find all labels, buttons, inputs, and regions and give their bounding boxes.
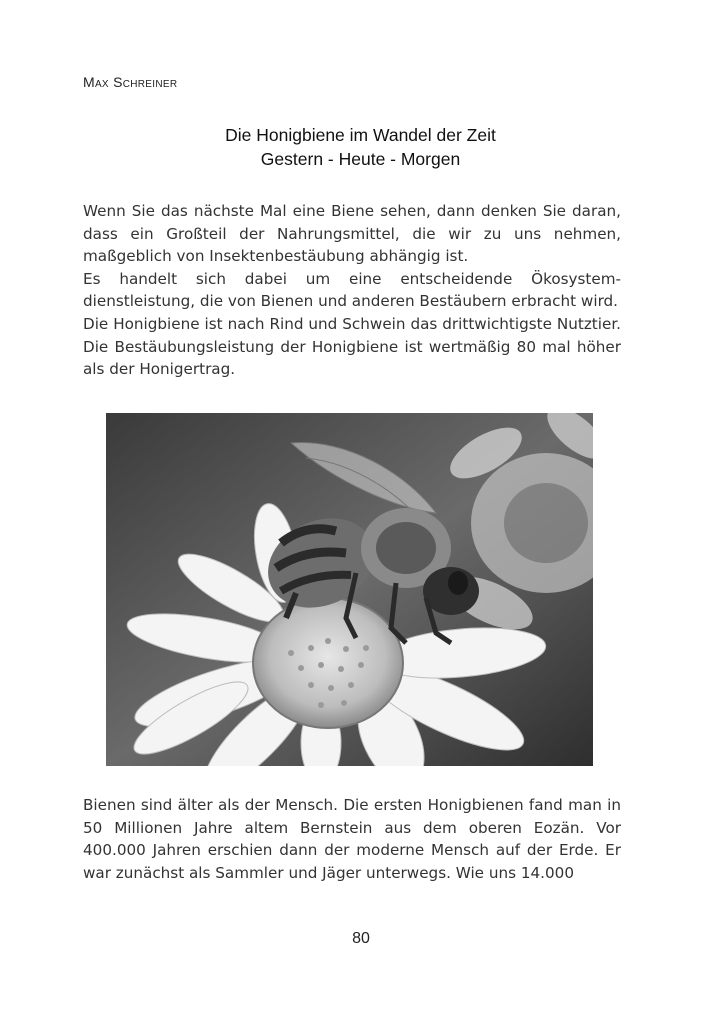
chapter-title-subtitle: Gestern - Heute - Morgen	[260, 149, 461, 169]
page-number: 80	[352, 930, 370, 947]
intro-sentence-1: Wenn Sie das nächste Mal eine Biene sehen, dann denken Sie daran, dass ein Großteil der Nahrungsmittel, die wir zu uns nehmen, maßgeblich von Insektenbestäubung abhängig ist.	[83, 202, 621, 266]
chapter-title-main: Die Honigbiene im Wandel der Zeit	[225, 125, 496, 145]
chapter-title	[83, 123, 638, 171]
intro-paragraph	[83, 200, 621, 381]
running-header-author: Max Schreiner	[83, 74, 178, 90]
intro-sentence-2: Es handelt sich dabei um eine entscheidende Ökosystemdienstleistung, die von Bienen und anderen Bestäubern erbracht wird.	[83, 269, 621, 311]
continuation-paragraph: Bienen sind älter als der Mensch. Die ersten Honigbienen fand man in 50 Millionen Jahre altem Bernstein aus dem oberen Eozän. Vor 400.000 Jahren erschien dann der moderne Mensch auf der Erde. Er war zunächst als Sammler und Jäger unterwegs. Wie uns 14.000	[83, 796, 621, 882]
bee-on-daisy-photo	[106, 413, 593, 766]
intro-sentence-3: Die Honigbiene ist nach Rind und Schwein das drittwichtigste Nutztier. Die Bestäubungsleistung der Honigbiene ist wertmäßig 80 mal höher als der Honigertrag.	[83, 314, 621, 379]
